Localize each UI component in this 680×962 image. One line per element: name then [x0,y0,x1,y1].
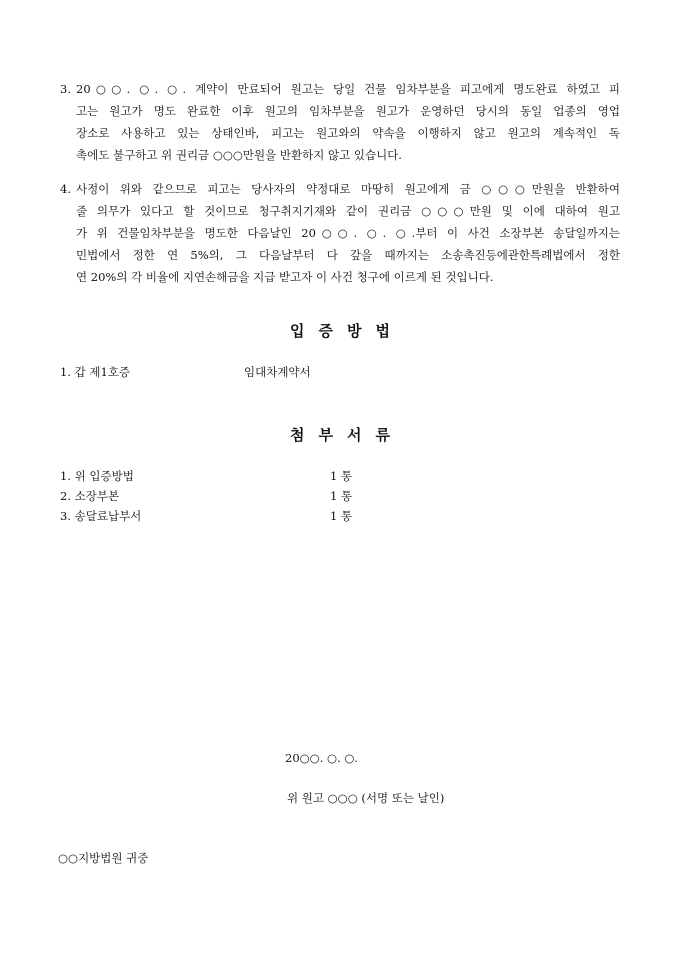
attachment-item-label: 2. 소장부본 [60,489,120,503]
attachment-item-label: 3. 송달료납부서 [60,509,142,523]
evidence-item [60,362,311,382]
paragraph-3 [60,78,620,166]
attachment-item [60,486,353,506]
paragraph-4 [60,178,620,288]
evidence-item-label: 1. 갑 제1호증 [60,365,131,379]
evidence-item-value: 임대차계약서 [244,365,311,379]
paragraph-line: 줄 의무가 있다고 할 것이므로 청구취지기재와 같이 권리금 ○○○만원 및 이에 대하여 원고 [76,204,620,218]
paragraph-line: 가 위 건물임차부분을 명도한 다음날인 20○○. ○. ○.부터 이 사건 소장부본 송달일까지는 [76,226,620,240]
paragraph-line: 촉에도 불구하고 위 권리금 ○○○만원을 반환하지 않고 있습니다. [76,148,402,162]
evidence-heading: 입증방법 [290,322,404,340]
paragraph-line: 연 20%의 각 비율에 지연손해금을 지급 받고자 이 사건 청구에 이르게 된 것입니다. [76,270,494,284]
filing-date: 20○○. ○. ○. [285,751,359,765]
paragraph-number: 3. [60,82,71,96]
attachment-item-count: 1 통 [330,469,353,483]
attachment-item-count: 1 통 [330,509,353,523]
paragraph-line: 사정이 위와 같으므로 피고는 당사자의 약정대로 마땅히 원고에게 금 ○○○만원을 반환하여 [76,182,620,196]
court-addressee: ○○지방법원 귀중 [58,851,149,865]
attachment-item-label: 1. 위 입증방법 [60,469,134,483]
attachments-heading: 첨부서류 [290,426,404,444]
plaintiff-signature: 위 원고 ○○○ (서명 또는 날인) [287,791,445,805]
attachment-item [60,506,353,526]
attachment-item-count: 1 통 [330,489,353,503]
paragraph-line: 민법에서 정한 연 5%의, 그 다음날부터 다 갚을 때까지는 소송촉진등에관한특례법에서 정한 [76,248,620,262]
paragraph-line: 20○○. ○. ○. 계약이 만료되어 원고는 당일 건물 임차부분을 피고에게 명도완료 하였고 피 [76,82,620,96]
paragraph-number: 4. [60,182,71,196]
paragraph-line: 고는 원고가 명도 완료한 이후 원고의 임차부분을 원고가 운영하던 당시의 동일 업종의 영업 [76,104,620,118]
attachment-item [60,466,353,486]
paragraph-line: 장소로 사용하고 있는 상태인바, 피고는 원고와의 약속을 이행하지 않고 원고의 계속적인 독 [76,126,620,140]
